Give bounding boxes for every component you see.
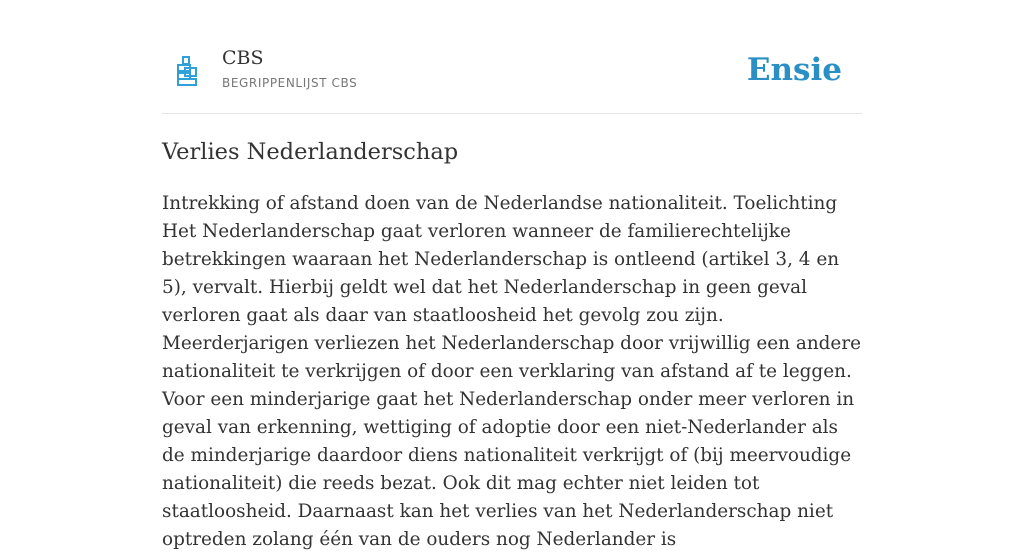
definition-text: Intrekking of afstand doen van de Nederlandse nationaliteit. Toelichting Het Nederlanderschap gaat verloren wanneer de familierechtelijke betrekkingen waaraan het Nederlanderschap is ontleend (artikel 3, 4 en 5), vervalt. Hierbij geldt wel dat het Nederlanderschap in geen geval verloren gaat als daar van staatloosheid het gevolg zou zijn. Meerderjarigen verliezen het Nederlanderschap door vrijwillig een andere nationaliteit te verkrijgen of door een verklaring van afstand af te leggen. Voor een minderjarige gaat het Nederlanderschap onder meer verloren in geval van erkenning, wettiging of adoptie door een niet-Nederlander als de minderjarige daardoor diens nationaliteit verkrijgt of (bij meervoudige nationaliteit) die reeds bezat. Ook dit mag echter niet leiden tot staatloosheid. Daarnaast kan het verlies van het Nederlanderschap niet optreden zolang één van de ouders nog Nederlander is [162, 193, 861, 550]
content-column [162, 0, 862, 550]
source-name[interactable]: CBS [222, 47, 264, 69]
ensie-logo[interactable]: Ensie [746, 52, 842, 88]
cbs-logo-icon[interactable] [176, 56, 198, 86]
source-header [162, 0, 862, 114]
source-subtitle[interactable]: BEGRIPPENLIJST CBS [222, 76, 358, 90]
page-title: Verlies Nederlanderschap [162, 139, 459, 165]
